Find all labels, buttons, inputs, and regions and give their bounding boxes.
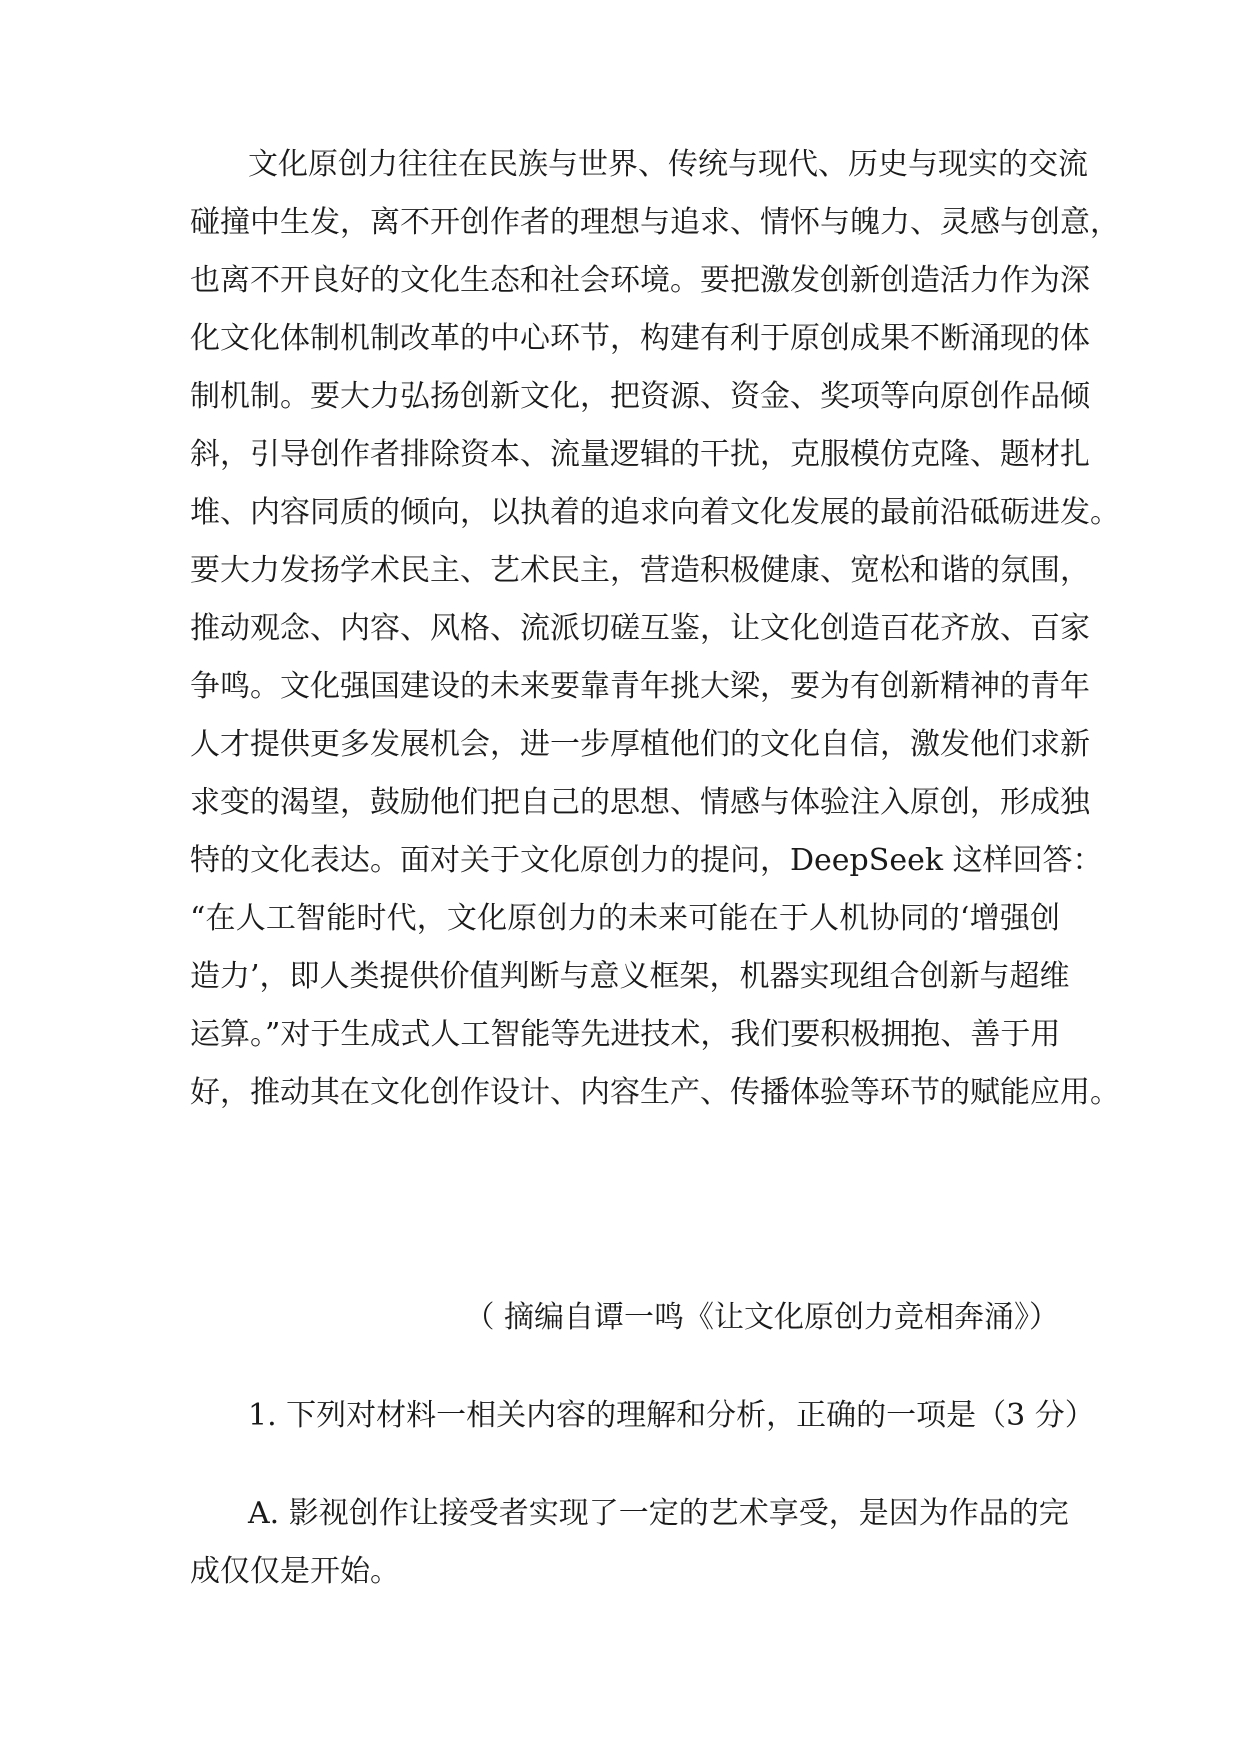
passage-line-14: “在人工智能时代，文化原创力的未来可能在于人机协同的‘增强创 bbox=[190, 901, 1060, 936]
passage-line-9: 推动观念、内容、风格、流派切磋互鉴，让文化创造百花齐放、百家 bbox=[190, 611, 1090, 646]
passage-line-15: 造力’，即人类提供价值判断与意义框架，机器实现组合创新与超维 bbox=[190, 959, 1070, 994]
passage-line-6: 斜，引导创作者排除资本、流量逻辑的干扰，克服模仿克隆、题材扎 bbox=[190, 437, 1090, 472]
passage-line-10: 争鸣。文化强国建设的未来要靠青年挑大梁，要为有创新精神的青年 bbox=[190, 669, 1090, 704]
passage-line-16: 运算。”对于生成式人工智能等先进技术，我们要积极拥抱、善于用 bbox=[190, 1017, 1061, 1052]
passage-line-2: 碰撞中生发，离不开创作者的理想与追求、情怀与魄力、灵感与创意， bbox=[190, 205, 1120, 240]
passage-source: （ 摘编自谭一鸣《让文化原创力竞相奔涌》） bbox=[464, 1300, 1059, 1335]
passage-line-12: 求变的渴望，鼓励他们把自己的思想、情感与体验注入原创，形成独 bbox=[190, 785, 1090, 820]
passage-line-4: 化文化体制机制改革的中心环节，构建有利于原创成果不断涌现的体 bbox=[190, 321, 1090, 356]
passage-line-11: 人才提供更多发展机会，进一步厚植他们的文化自信，激发他们求新 bbox=[190, 727, 1090, 762]
passage-line-8: 要大力发扬学术民主、艺术民主，营造积极健康、宽松和谐的氛围， bbox=[190, 553, 1090, 588]
option-a-line-2: 成仅仅是开始。 bbox=[190, 1554, 400, 1589]
passage-line-7: 堆、内容同质的倾向，以执着的追求向着文化发展的最前沿砥砺进发。 bbox=[190, 495, 1120, 530]
passage-line-13: 特的文化表达。面对关于文化原创力的提问，DeepSeek 这样回答： bbox=[190, 843, 1103, 878]
passage-line-17: 好，推动其在文化创作设计、内容生产、传播体验等环节的赋能应用。 bbox=[190, 1075, 1120, 1110]
question-stem: 1. 下列对材料一相关内容的理解和分析，正确的一项是（3 分） bbox=[248, 1398, 1095, 1433]
passage-line-5: 制机制。要大力弘扬创新文化，把资源、资金、奖项等向原创作品倾 bbox=[190, 379, 1090, 414]
option-a-line-1: A. 影视创作让接受者实现了一定的艺术享受，是因为作品的完 bbox=[248, 1496, 1069, 1531]
passage-line-3: 也离不开良好的文化生态和社会环境。要把激发创新创造活力作为深 bbox=[190, 263, 1090, 298]
passage-line-1: 文化原创力往往在民族与世界、传统与现代、历史与现实的交流 bbox=[248, 147, 1088, 182]
